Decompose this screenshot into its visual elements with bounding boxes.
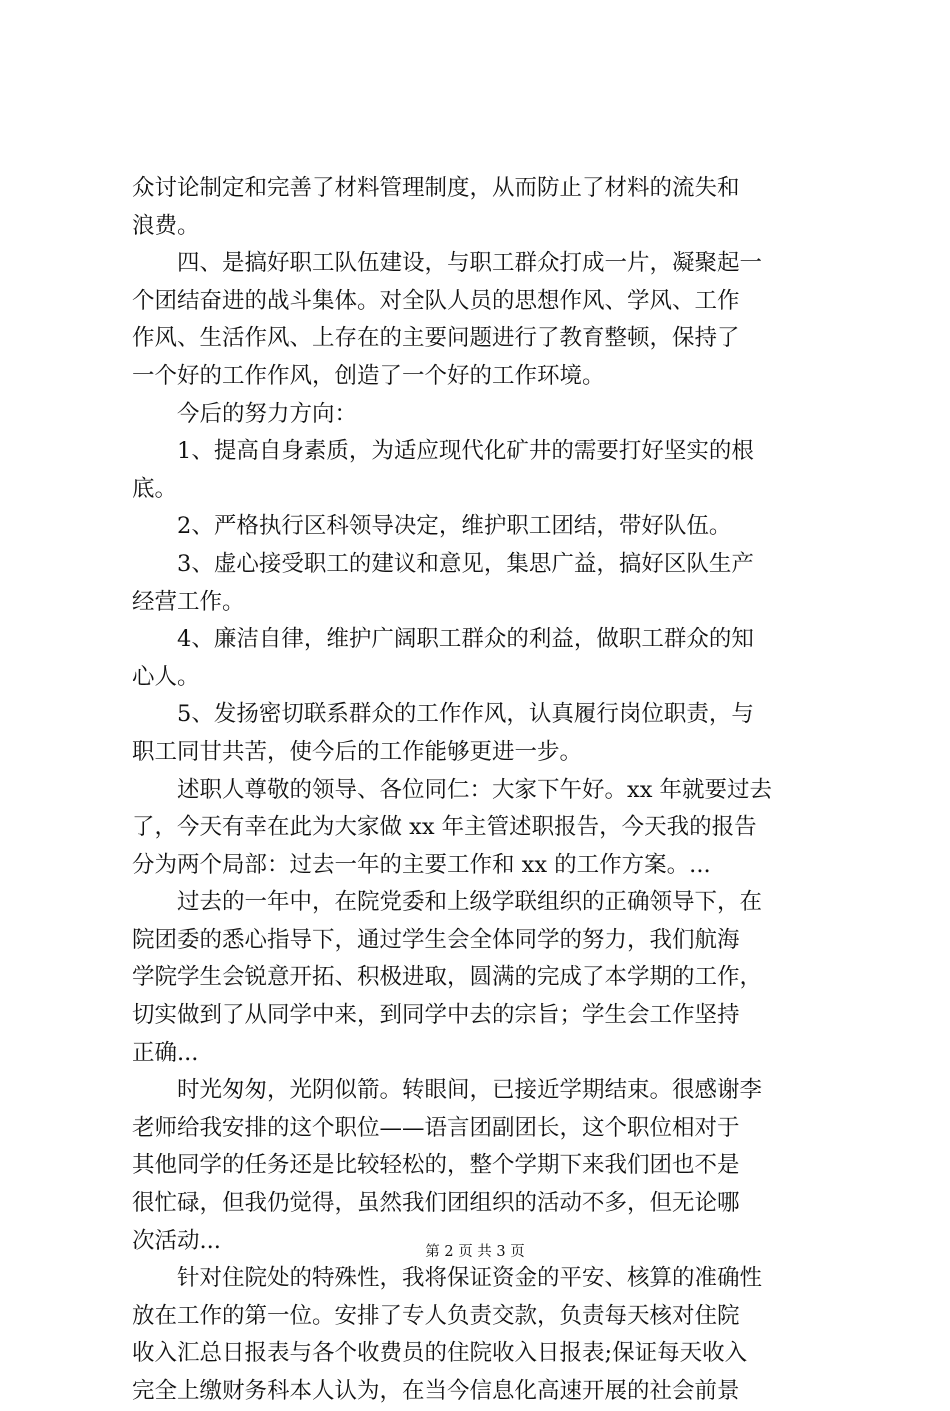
text-line: 底。 [132,475,178,502]
text-line: 5、发扬密切联系群众的工作作风，认真履行岗位职责，与 [132,701,754,728]
text-line: 浪费。 [132,212,200,239]
text-line: 四、是搞好职工队伍建设，与职工群众打成一片，凝聚起一 [132,250,763,277]
text-line: 一个好的工作作风，创造了一个好的工作环境。 [132,362,605,389]
text-line: 众讨论制定和完善了材料管理制度，从而防止了材料的流失和 [132,175,740,201]
text-line: 收入汇总日报表与各个收费员的住院收入日报表;保证每天收入 [132,1340,748,1367]
text-line: 4、廉洁自律，维护广阔职工群众的利益，做职工群众的知 [132,626,754,653]
text-line: 老师给我安排的这个职位——语言团副团长，这个职位相对于 [132,1114,740,1141]
text-line: 今后的努力方向： [132,400,358,427]
text-line: 很忙碌，但我仍觉得，虽然我们团组织的活动不多，但无论哪 [132,1190,740,1217]
text-line: 放在工作的第一位。安排了专人负责交款，负责每天核对住院 [132,1302,740,1329]
text-line: 完全上缴财务科本人认为，在当今信息化高速开展的社会前景 [132,1378,740,1404]
text-line: 职工同甘共苦，使今后的工作能够更进一步。 [132,738,583,765]
text-line: 2、严格执行区科领导决定，维护职工团结，带好队伍。 [132,513,732,540]
text-line: 次活动... [132,1227,221,1254]
text-line: 3、虚心接受职工的建议和意见，集思广益，搞好区队生产 [132,550,754,577]
text-line: 个团结奋进的战斗集体。对全队人员的思想作风、学风、工作 [132,287,740,314]
text-line: 经营工作。 [132,588,245,615]
text-line: 了，今天有幸在此为大家做 xx 年主管述职报告，今天我的报告 [132,814,757,841]
text-line: 分为两个局部：过去一年的主要工作和 xx 的工作方案。... [132,851,711,878]
text-line: 院团委的悉心指导下，通过学生会全体同学的努力，我们航海 [132,926,740,953]
text-line: 述职人尊敬的领导、各位同仁：大家下午好。xx 年就要过去 [132,776,773,803]
text-line: 其他同学的任务还是比较轻松的，整个学期下来我们团也不是 [132,1152,740,1179]
text-line: 学院学生会锐意开拓、积极进取，圆满的完成了本学期的工作， [132,964,763,991]
page-number-footer: 第 2 页 共 3 页 [425,1244,525,1260]
text-line: 作风、生活作风、上存在的主要问题进行了教育整顿，保持了 [132,325,740,352]
text-line: 1、提高自身素质，为适应现代化矿井的需要打好坚实的根 [132,438,754,465]
text-line: 正确... [132,1039,199,1066]
document-body [132,170,832,1411]
text-line: 针对住院处的特殊性，我将保证资金的平安、核算的准确性 [132,1265,763,1292]
text-line: 过去的一年中，在院党委和上级学联组织的正确领导下，在 [132,889,763,916]
text-line: 时光匆匆，光阴似箭。转眼间，已接近学期结束。很感谢李 [132,1077,763,1104]
text-line: 心人。 [132,663,200,690]
text-line: 切实做到了从同学中来，到同学中去的宗旨；学生会工作坚持 [132,1002,740,1029]
